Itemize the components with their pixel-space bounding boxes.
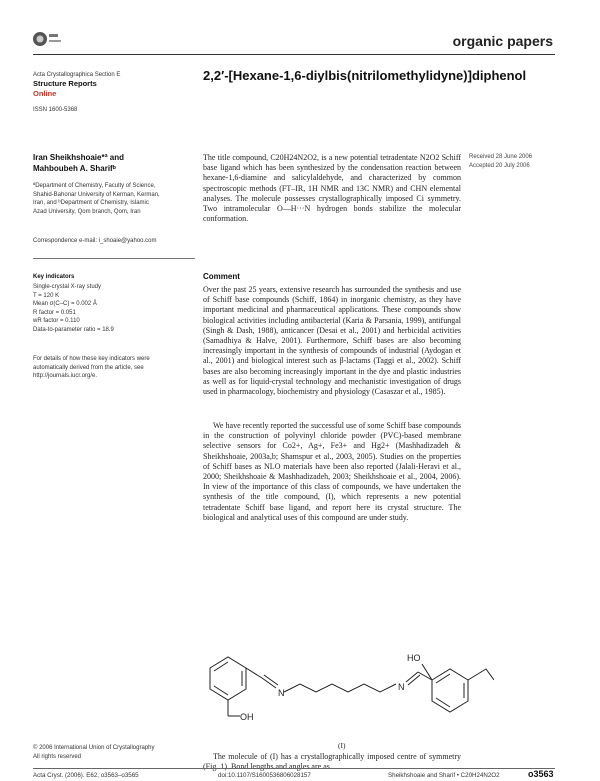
footer-citation: Acta Cryst. (2006). E62, o3563–o3565: [33, 772, 139, 779]
footer-authors-formula: Sheikhshoaie and Sharif • C20H24N2O2: [388, 772, 500, 779]
rights-line: All rights reserved: [33, 754, 82, 760]
footer-doi[interactable]: doi:10.1107/S1600536806028157: [218, 772, 311, 779]
article-title: 2,2′-[Hexane-1,6-diylbis(nitrilomethylidyne)]diphenol: [203, 68, 527, 83]
comment-paragraph-1: Over the past 25 years, extensive research has surrounded the synthesis and use of Schiff base compounds (Schiff, 1864) in inorganic chemistry, as they have important medicinal and pharmaceutical applications. These compounds show biological activities including antibacterial (Karia & Parsania, 1999), antifungal (Singh & Dash, 1988), anticancer (Desai et al., 2001) and herbicidal activities (Samadhiya & Halve, 2001). Furthermore, Schiff bases are also becoming increasingly important in the synthesis of compounds of industrial (Aydogan et al., 2001) and biological interest such as β-lactams (Taggi et al., 2002). Schiff bases are also becoming increasingly important in the dye and plastic industries as well as for liquid-crystal technology and mechanistic investigation of drugs used in pharmacology, biochemistry and physiology (Casaszar et al., 1985).: [203, 285, 461, 397]
hexane-chain: [284, 684, 396, 692]
issn: ISSN 1600-5368: [33, 107, 78, 113]
page-number: o3563: [528, 769, 554, 779]
journal-online: Online: [33, 89, 57, 98]
key-indicators-title: Key indicators: [33, 274, 75, 280]
key-indicator: R factor = 0.051: [33, 309, 76, 316]
key-indicator: wR factor = 0.110: [33, 318, 80, 325]
key-indicators-note: [33, 355, 195, 381]
note-line: automatically derived from the article, see: [33, 364, 144, 371]
key-indicators-list: [33, 283, 195, 335]
compound-label: (I): [338, 741, 346, 750]
affiliation-line: ªDepartment of Chemistry, Faculty of Science,: [33, 183, 156, 189]
key-indicator: Data-to-parameter ratio = 18.9: [33, 326, 114, 333]
journal-section-heading: organic papers: [452, 33, 553, 49]
received-date: Received 28 June 2006: [469, 154, 533, 160]
author-line-1: Iran Sheikhshoaie*ª and: [33, 153, 124, 162]
abstract: The title compound, C20H24N2O2, is a new potential tetradentate N2O2 Schiff base ligand which has been synthesized by the condensation reaction between hexane-1,6-diamine and salicylaldehyde, and characterized by common spectroscopic methods (FT–IR, 1H NMR and 13C NMR) and CHN elemental analyses. The molecule possesses crystallographically imposed Ci symmetry. Two intramolecular O—H···N hydrogen bonds stabilize the molecular conformation.: [203, 153, 461, 224]
author-line-2: Mahboubeh A. Sharifᵇ: [33, 164, 116, 173]
chemical-structure-diagram: [200, 636, 494, 738]
key-indicator: T = 120 K: [33, 292, 60, 299]
affiliation-line: Iran, and ᵇDepartment of Chemistry, Islamic: [33, 200, 149, 207]
footer-rule: [33, 768, 555, 769]
iucr-logo-icon: [28, 26, 64, 52]
left-rule: [33, 258, 195, 259]
copyright-line: © 2006 International Union of Crystallography: [33, 745, 155, 751]
left-benzene-ring: [210, 657, 246, 700]
note-line: For details of how these key indicators were: [33, 356, 150, 362]
atom-ho-right: HO: [407, 653, 421, 663]
authors: [33, 152, 198, 174]
affiliations: [33, 182, 195, 216]
comment-heading: Comment: [203, 272, 240, 281]
atom-oh-left: OH: [240, 712, 254, 722]
comment-paragraph-2: We have recently reported the successful use of some Schiff base compounds in the construction of polyvinyl chloride powder (PVC)-based membrane selective sensors for Co2+, Ag+, Fe3+ and Hg2+ (Mashhadizadeh & Sheikhshoaie, 2003a,b; Shamspur et al., 2003, 2005). Studies on the properties of Schiff bases as NLO materials have been also reported (Jalali-Heravi et al., 2000; Sheikhshoaie & Mashhadizadeh, 2003; Sheikhshoaie et al., 2004, 2006). In view of the importance of this class of compounds, we have undertaken the synthesis of the title compound, (I), which represents a new potential tetradentate Schiff base ligand, and report here its crystal structure. The biological and analytical uses of this compound are under study.: [203, 421, 461, 522]
accepted-date: Accepted 20 July 2006: [469, 163, 530, 169]
right-benzene-ring: [432, 669, 468, 712]
affiliation-line: Shahid-Bahonar University of Kerman, Kerman,: [33, 191, 160, 198]
journal-name: Acta Crystallographica Section E: [33, 72, 121, 78]
copyright: [33, 744, 198, 762]
affiliation-line: Azad University, Qom branch, Qom, Iran: [33, 208, 141, 215]
molecule-paragraph: The molecule of (I) has a crystallographically imposed centre of symmetry (Fig. 1). Bond lengths and angles are as: [203, 752, 461, 772]
journal-subtitle: Structure Reports: [33, 79, 97, 88]
atom-n-left: N: [278, 688, 285, 698]
note-line[interactable]: http://journals.iucr.org/e.: [33, 373, 98, 380]
key-indicator: Mean σ(C–C) = 0.002 Å: [33, 301, 97, 308]
header-rule: [33, 54, 555, 55]
dates: [469, 153, 569, 171]
key-indicator: Single-crystal X-ray study: [33, 284, 102, 290]
correspondence-email[interactable]: Correspondence e-mail: i_shoaie@yahoo.com: [33, 238, 157, 244]
atom-n-right: N: [398, 682, 405, 692]
